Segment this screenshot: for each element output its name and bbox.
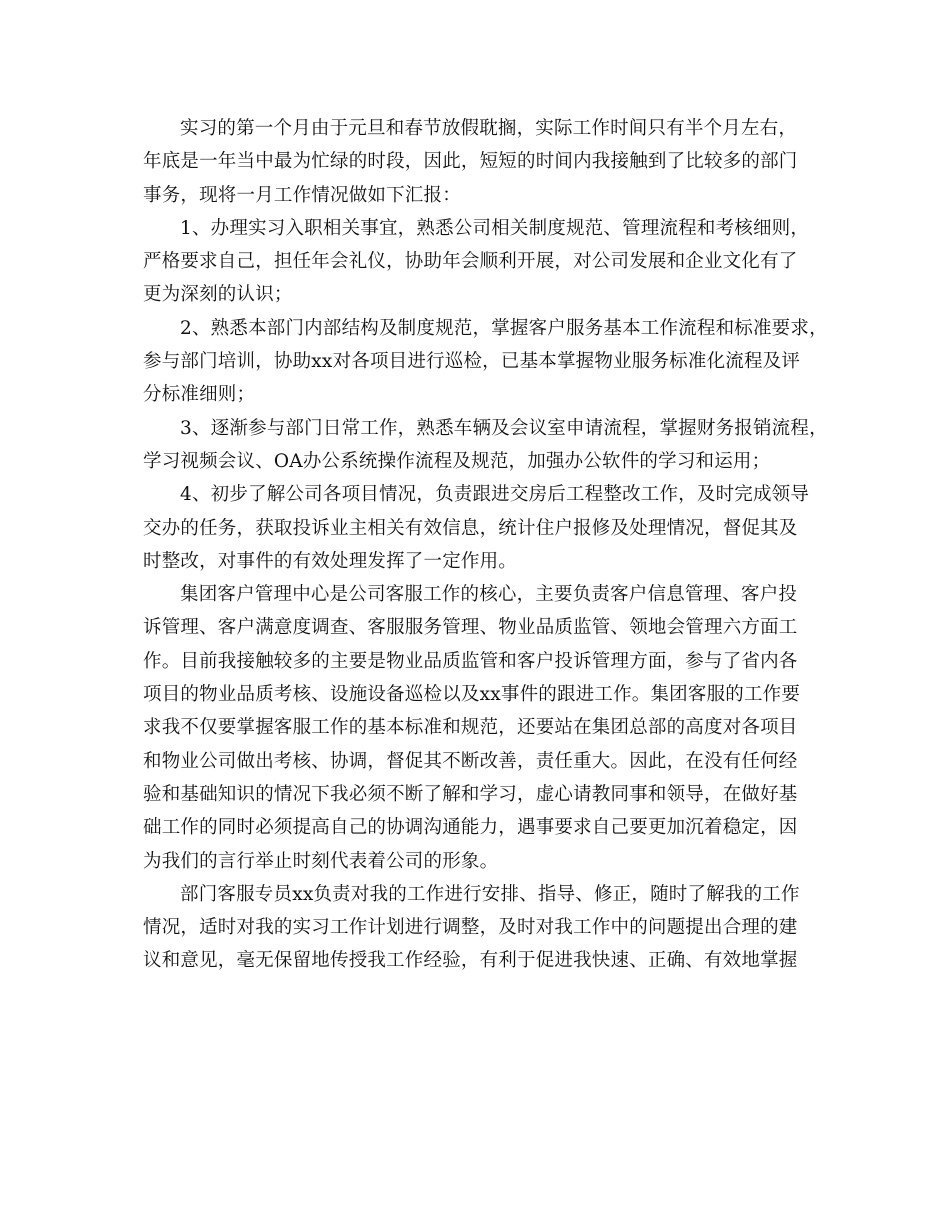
paragraph-2-line-4: 项目的物业品质考核、设施设备巡检以及xx事件的跟进工作。集团客服的工作要 [143,684,801,706]
paragraph-2-line-2: 诉管理、客户满意度调查、客服服务管理、物业品质监管、领地会管理六方面工 [143,617,798,639]
document-body [143,112,828,978]
item-2-line-3: 分标准细则； [143,384,256,406]
item-3-line-2: 学习视频会议、OA办公系统操作流程及规范，加强办公软件的学习和运用； [143,450,771,472]
paragraph-1-line-1: 实习的第一个月由于元旦和春节放假耽搁，实际工作时间只有半个月左右， [180,118,798,139]
paragraph-2-line-6: 和物业公司做出考核、协调，督促其不断改善，责任重大。因此，在没有任何经 [143,750,798,772]
item-2-line-2: 参与部门培训，协助xx对各项目进行巡检，已基本掌握物业服务标准化流程及评 [143,351,801,373]
item-1-line-2: 严格要求自己，担任年会礼仪，协助年会顺利开展，对公司发展和企业文化有了 [143,251,798,273]
paragraph-2-line-9: 为我们的言行举止时刻代表着公司的形象。 [143,850,499,872]
item-4-line-2: 交办的任务，获取投诉业主相关有效信息，统计住户报修及处理情况，督促其及 [143,517,798,539]
paragraph-2-line-3: 作。目前我接触较多的主要是物业品质监管和客户投诉管理方面，参与了省内各 [143,650,798,672]
paragraph-2-line-1: 集团客户管理中心是公司客服工作的核心，主要负责客户信息管理、客户投 [180,584,798,606]
item-1-line-3: 更为深刻的认识； [143,284,293,306]
paragraph-2-line-5: 求我不仅要掌握客服工作的基本标准和规范，还要站在集团总部的高度对各项目 [143,717,798,739]
paragraph-2-line-7: 验和基础知识的情况下我必须不断了解和学习，虚心请教同事和领导，在做好基 [143,783,798,805]
item-3-line-1: 3、逐渐参与部门日常工作，熟悉车辆及会议室申请流程，掌握财务报销流程， [180,417,828,439]
paragraph-3-line-3: 议和意见，毫无保留地传授我工作经验，有利于促进我快速、正确、有效地掌握 [143,950,798,972]
paragraph-1-line-3: 事务，现将一月工作情况做如下汇报： [143,184,461,206]
item-4-line-1: 4、初步了解公司各项目情况，负责跟进交房后工程整改工作，及时完成领导 [180,484,810,506]
item-2-line-1: 2、熟悉本部门内部结构及制度规范，掌握客户服务基本工作流程和标准要求， [180,317,828,339]
paragraph-3-line-2: 情况，适时对我的实习工作计划进行调整，及时对我工作中的问题提出合理的建 [143,917,798,939]
paragraph-2-line-8: 础工作的同时必须提高自己的协调沟通能力，遇事要求自己要更加沉着稳定，因 [143,817,798,839]
item-1-line-1: 1、办理实习入职相关事宜，熟悉公司相关制度规范、管理流程和考核细则， [180,217,810,239]
paragraph-1-line-2: 年底是一年当中最为忙绿的时段，因此，短短的时间内我接触到了比较多的部门 [143,151,798,173]
item-4-line-3: 时整改，对事件的有效处理发挥了一定作用。 [143,550,518,572]
paragraph-3-line-1: 部门客服专员xx负责对我的工作进行安排、指导、修正，随时了解我的工作 [180,883,800,905]
